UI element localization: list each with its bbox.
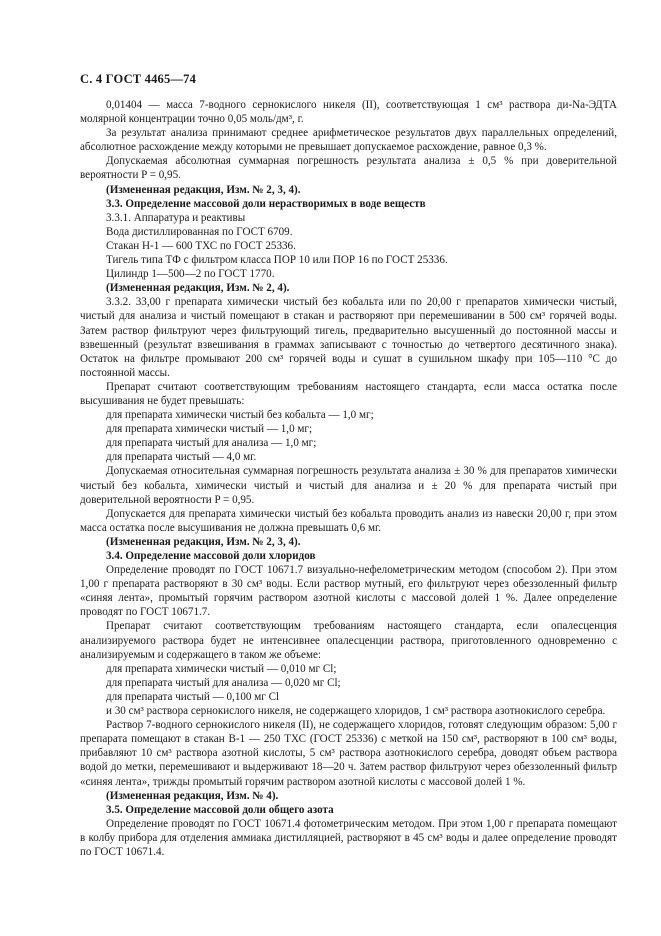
amendment-note: (Измененная редакция, Изм. № 4). (106, 789, 279, 802)
list-item: для препарата чистый для анализа — 1,0 мг; (106, 437, 317, 450)
paragraph: Препарат считают соответствующим требованиям настоящего стандарта, если масса остатка после высушивания не будет превышать: (80, 380, 617, 407)
list-item: Стакан Н-1 — 600 ТХС по ГОСТ 25336. (106, 239, 296, 252)
paragraph: Определение проводят по ГОСТ 10671.7 визуально-нефелометрическим методом (способом 2). При этом 1,00 г препарата растворяют в 30 см³ воды. Если раствор мутный, его фильтруют через обеззоленный фильтр «синяя лента», промытый горячим раствором азотной кислоты с массовой долей 1 %. Далее определение проводят по ГОСТ 10671.7. (80, 564, 617, 619)
paragraph: Препарат считают соответствующим требованиям настоящего стандарта, если опалесценция анализируемого раствора будет не интенсивнее опалесценции раствора, приготовленного одновременно с анализируемым и содержащего в таком же объеме: (80, 620, 617, 661)
paragraph: Раствор 7-водного сернокислого никеля (II), не содержащего хлоридов, готовят следующим образом: 5,00 г препарата помещают в стакан В-1 — 250 ТХС (ГОСТ 25336) с меткой на 150 см³, растворяют в 100 см³ воды, прибавляют 10 см³ раствора азотной кислоты, 5 см³ раствора азотнокислого серебра, доводят объем раствора водой до метки, перемешивают и выдерживают 18—20 ч. Затем раствор фильтруют через обеззоленный фильтр «синяя лента», трижды промытый горячим раствором азотной кислоты с массовой долей 1 %. (80, 719, 617, 788)
section-heading: 3.4. Определение массовой доли хлоридов (106, 550, 316, 562)
list-item: для препарата чистый — 0,100 мг Cl (106, 690, 280, 703)
amendment-note: (Измененная редакция, Изм. № 2, 3, 4). (106, 535, 301, 548)
paragraph: и 30 см³ раствора сернокислого никеля, не содержащего хлоридов, 1 см³ раствора азотнокислого серебра. (106, 705, 606, 718)
paragraph: 3.3.2. 33,00 г препарата химически чистый без кобальта или по 20,00 г препаратов химически чистый, чистый для анализа и чистый помещают в стакан и растворяют при перемешивании в 500 см³ горячей воды. Затем раствор фильтруют через фильтрующий тигель, предварительно высушенный до постоянной массы и взвешенный (результат взвешивания в граммах записывают с точностью до четвертого десятичного знака). Остаток на фильтре промывают 200 см³ горячей воды и сушат в сушильном шкафу при 105—110 °С до постоянной массы. (80, 296, 617, 379)
list-item: для препарата чистый для анализа — 0,020 мг Cl; (106, 676, 341, 689)
section-heading: 3.5. Определение массовой доли общего азота (106, 803, 334, 816)
paragraph: 0,01404 — масса 7-водного сернокислого никеля (II), соответствующая 1 см³ раствора ди-Na-ЭДТА молярной концентрации точно 0,05 моль/дм³, г. (80, 99, 617, 126)
list-item: для препарата химически чистый — 0,010 мг Cl; (106, 662, 337, 675)
document-body (80, 98, 617, 859)
list-item: Тигель типа ТФ с фильтром класса ПОР 10 или ПОР 16 по ГОСТ 25336. (106, 254, 448, 267)
list-item: для препарата химически чистый без кобальта — 1,0 мг; (106, 409, 374, 422)
paragraph: За результат анализа принимают среднее арифметическое результатов двух параллельных определений, абсолютное расхождение между которыми не превышает допускаемое расхождение, равное 0,3 %. (80, 127, 617, 154)
list-item: Цилиндр 1—500—2 по ГОСТ 1770. (106, 268, 275, 281)
amendment-note: (Измененная редакция, Изм. № 2, 4). (106, 282, 290, 295)
subsection-heading: 3.3.1. Аппаратура и реактивы (106, 211, 246, 224)
paragraph: Допускается для препарата химически чистый без кобальта проводить анализ из навески 20,00 г, при этом масса остатка после высушивания не должна превышать 0,6 мг. (80, 507, 617, 534)
list-item: для препарата химически чистый — 1,0 мг; (106, 423, 313, 436)
section-heading: 3.3. Определение массовой доли нерастворимых в воде веществ (106, 197, 426, 210)
amendment-note: (Измененная редакция, Изм. № 2, 3, 4). (106, 183, 301, 196)
paragraph: Допускаемая абсолютная суммарная погрешность результата анализа ± 0,5 % при доверительной вероятности P = 0,95. (80, 155, 617, 182)
paragraph: Определение проводят по ГОСТ 10671.4 фотометрическим методом. При этом 1,00 г препарата помещают в колбу прибора для отделения аммиака дистилляцией, растворяют в 45 см³ воды и далее определение проводят по ГОСТ 10671.4. (80, 817, 617, 858)
list-item: Вода дистиллированная по ГОСТ 6709. (106, 225, 293, 238)
page-header: С. 4 ГОСТ 4465—74 (80, 72, 197, 86)
list-item: для препарата чистый — 4,0 мг. (106, 451, 257, 464)
paragraph: Допускаемая относительная суммарная погрешность результата анализа ± 30 % для препаратов химически чистый без кобальта, химически чистый и чистый для анализа и ± 20 % для препарата чистый при доверительной вероятности P = 0,95. (80, 465, 617, 506)
